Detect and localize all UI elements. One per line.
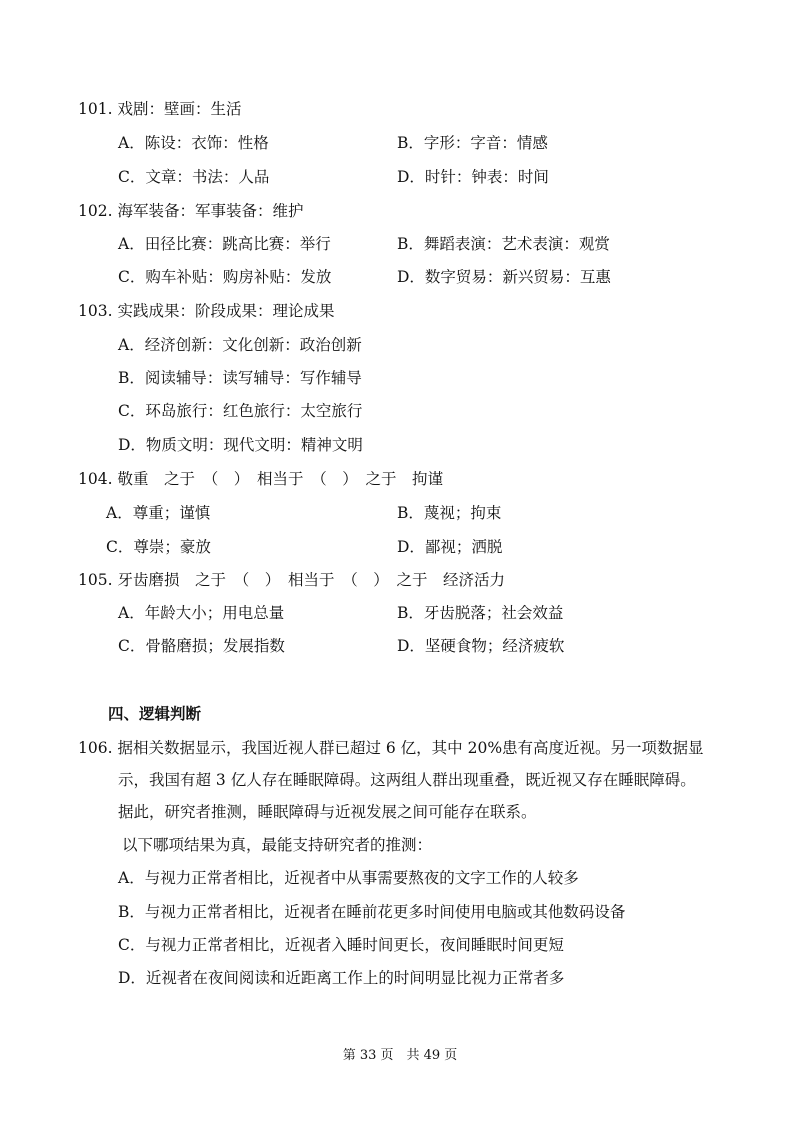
option-b: B．阅读辅导：读写辅导：写作辅导 [118, 369, 362, 387]
option-c: C．购车补贴：购房补贴：发放 [118, 268, 332, 286]
option-c: C．与视力正常者相比，近视者入睡时间更长，夜间睡眠时间更短 [118, 936, 564, 954]
option-c: C．骨骼磨损；发展指数 [118, 637, 285, 655]
question-stem-line: 据相关数据显示，我国近视人群已超过 6 亿，其中 20%患有高度近视。另一项数据显 [117, 739, 704, 757]
option-b: B．蔑视；拘束 [397, 504, 502, 522]
question-prompt: 以下哪项结果为真，最能支持研究者的推测： [122, 836, 433, 854]
option-b: B．与视力正常者相比，近视者在睡前花更多时间使用电脑或其他数码设备 [118, 903, 626, 921]
option-d: D．鄙视；洒脱 [397, 538, 503, 556]
question-number: 106. [78, 739, 113, 757]
question-stem: 敬重 之于 （ ） 相当于 （ ） 之于 拘谨 [117, 470, 443, 488]
question-number: 105. [78, 571, 113, 589]
question-number: 102. [78, 202, 113, 220]
question-number: 104. [78, 470, 113, 488]
question-number: 103. [78, 302, 113, 320]
question-stem: 实践成果：阶段成果：理论成果 [117, 302, 335, 320]
question-105 [78, 569, 505, 591]
option-d: D．时针：钟表：时间 [397, 168, 549, 186]
question-stem-line: 示，我国有超 3 亿人存在睡眠障碍。这两组人群出现重叠，既近视又存在睡眠障碍。 [118, 771, 696, 789]
option-b: B．字形：字音：情感 [397, 134, 548, 152]
option-c: C．尊崇；豪放 [106, 538, 211, 556]
question-stem: 海军装备：军事装备：维护 [117, 202, 304, 220]
option-a: A．尊重；谨慎 [106, 504, 211, 522]
question-103 [78, 300, 334, 322]
option-d: D．物质文明：现代文明：精神文明 [118, 436, 363, 454]
question-stem-line: 据此，研究者推测，睡眠障碍与近视发展之间可能存在联系。 [118, 803, 537, 821]
option-a: A．陈设：衣饰：性格 [118, 134, 269, 152]
question-102 [78, 200, 303, 222]
option-a: A．年龄大小；用电总量 [118, 604, 285, 622]
option-d: D．数字贸易：新兴贸易：互惠 [397, 268, 611, 286]
option-b: B．舞蹈表演：艺术表演：观赏 [397, 235, 610, 253]
option-c: C．环岛旅行：红色旅行：太空旅行 [118, 402, 363, 420]
option-b: B．牙齿脱落；社会效益 [397, 604, 564, 622]
page-number: 第 33 页 共 49 页 [342, 1048, 458, 1063]
question-106 [78, 737, 704, 759]
question-stem: 牙齿磨损 之于 （ ） 相当于 （ ） 之于 经济活力 [117, 571, 505, 589]
option-a: A．经济创新：文化创新：政治创新 [118, 336, 362, 354]
option-a: A．与视力正常者相比，近视者中从事需要熬夜的文字工作的人较多 [118, 869, 579, 887]
section-title: 四、逻辑判断 [108, 705, 202, 723]
option-c: C．文章：书法：人品 [118, 168, 270, 186]
option-d: D．近视者在夜间阅读和近距离工作上的时间明显比视力正常者多 [118, 969, 565, 987]
question-101 [78, 98, 241, 120]
question-number: 101. [78, 100, 113, 118]
question-104 [78, 468, 443, 490]
option-a: A．田径比赛：跳高比赛：举行 [118, 235, 331, 253]
option-d: D．坚硬食物；经济疲软 [397, 637, 565, 655]
question-stem: 戏剧：壁画：生活 [117, 100, 242, 118]
